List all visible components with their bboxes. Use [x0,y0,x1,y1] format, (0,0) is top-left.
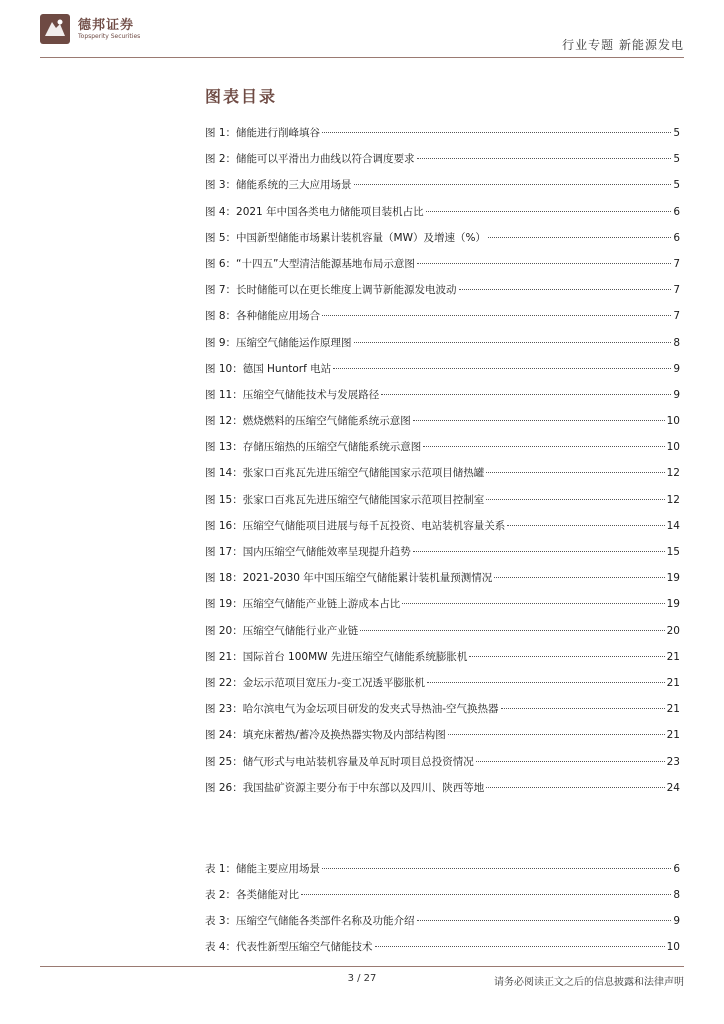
toc-figure-entry[interactable] [205,513,680,539]
toc-figure-entry-page: 21 [666,729,680,742]
dot-leader [360,629,664,631]
table-list [205,856,680,960]
dot-leader [413,550,665,552]
toc-figure-entry-page: 19 [666,598,680,611]
dot-leader [469,655,664,657]
toc-figure-entry[interactable] [205,539,680,565]
toc-figure-entry-page: 5 [673,153,680,166]
toc-figure-entry-page: 10 [666,415,680,428]
toc-figure-entry[interactable] [205,434,680,460]
toc-figure-entry[interactable] [205,251,680,277]
toc-table-entry-label: 表 3：压缩空气储能各类部件名称及功能介绍 [205,915,415,927]
page-header [0,0,724,60]
toc-table-entry-page: 6 [673,863,680,875]
dot-leader [322,867,671,869]
toc-figure-entry-label: 图 18：2021-2030 年中国压缩空气储能累计装机量预测情况 [205,572,493,585]
toc-figure-entry-page: 9 [673,362,680,375]
dot-leader [322,131,671,133]
toc-figure-entry-label: 图 12：燃烧燃料的压缩空气储能系统示意图 [205,415,411,428]
header-divider [40,57,684,58]
toc-figure-entry-label: 图 10：德国 Huntorf 电站 [205,362,332,375]
toc-table-entry-label: 表 1：储能主要应用场景 [205,863,321,875]
logo-mark-icon [40,14,70,44]
toc-table-entry[interactable] [205,934,680,960]
toc-figure-entry-label: 图 14：张家口百兆瓦先进压缩空气储能国家示范项目储热罐 [205,467,485,480]
dot-leader [448,733,665,735]
toc-figure-entry-label: 图 25：储气形式与电站装机容量及单瓦时项目总投资情况 [205,755,474,768]
toc-table-entry-label: 表 2：各类储能对比 [205,889,300,901]
toc-figure-entry[interactable] [205,670,680,696]
toc-figure-entry[interactable] [205,460,680,486]
toc-figure-entry-page: 21 [666,703,680,716]
toc-figure-entry-page: 9 [673,388,680,401]
dot-leader [381,393,671,395]
toc-figure-entry-label: 图 21：国际首台 100MW 先进压缩空气储能系统膨胀机 [205,650,468,663]
toc-figure-entry[interactable] [205,775,680,801]
toc-figure-entry-page: 10 [666,441,680,454]
toc-figure-entry[interactable] [205,382,680,408]
toc-figure-entry-label: 图 17：国内压缩空气储能效率呈现提升趋势 [205,546,411,558]
toc-figure-entry-label: 图 16：压缩空气储能项目进展与每千瓦投资、电站装机容量关系 [205,519,506,532]
toc-figure-entry-page: 5 [673,127,680,139]
toc-figure-entry-label: 图 2：储能可以平滑出力曲线以符合调度要求 [205,153,415,166]
dot-leader [333,367,671,369]
toc-figure-entry[interactable] [205,591,680,617]
toc-table-entry-page: 8 [673,889,680,901]
dot-leader [375,945,665,947]
toc-figure-entry-label: 图 3：储能系统的三大应用场景 [205,179,352,192]
toc-figure-entry-label: 图 20：压缩空气储能行业产业链 [205,624,359,637]
toc-figure-entry-page: 7 [673,284,680,297]
toc-figure-entry-page: 7 [673,257,680,270]
toc-figure-entry[interactable] [205,356,680,382]
toc-table-entry-page: 9 [673,915,680,927]
company-logo [40,14,140,44]
toc-figure-entry-label: 图 13：存储压缩热的压缩空气储能系统示意图 [205,441,422,454]
toc-figure-entry-page: 12 [666,467,680,480]
dot-leader [417,919,672,921]
dot-leader [354,341,672,343]
toc-figure-entry-page: 7 [673,310,680,323]
dot-leader [413,419,665,421]
toc-figure-entry-label: 图 11：压缩空气储能技术与发展路径 [205,388,380,401]
dot-leader [507,524,664,526]
dot-leader [486,498,664,500]
dot-leader [486,786,664,788]
toc-figure-entry[interactable] [205,696,680,722]
toc-figure-entry[interactable] [205,487,680,513]
dot-leader [476,760,665,762]
toc-figure-entry-label: 图 1：储能进行削峰填谷 [205,127,321,139]
toc-figure-entry[interactable] [205,644,680,670]
toc-figure-entry[interactable] [205,303,680,329]
disclaimer-text: 请务必阅读正文之后的信息披露和法律声明 [494,977,684,988]
toc-figure-entry-page: 5 [673,179,680,192]
dot-leader [427,681,665,683]
page-number: 3 / 27 [347,973,377,984]
dot-leader [417,262,671,264]
report-category: 行业专题 新能源发电 [562,38,684,52]
dot-leader [354,183,672,185]
toc-figure-entry-label: 图 24：填充床蓄热/蓄冷及换热器实物及内部结构图 [205,729,446,742]
toc-figure-entry[interactable] [205,722,680,748]
toc-figure-entry-label: 图 5：中国新型储能市场累计装机容量（MW）及增速（%） [205,231,486,244]
figure-list [205,120,680,801]
toc-figure-entry-page: 20 [666,624,680,637]
toc-figure-entry[interactable] [205,146,680,172]
toc-figure-entry-label: 图 26：我国盐矿资源主要分布于中东部以及四川、陕西等地 [205,781,485,794]
toc-figure-entry[interactable] [205,172,680,198]
toc-figure-entry[interactable] [205,277,680,303]
toc-figure-entry-page: 15 [666,546,680,558]
toc-figure-entry-label: 图 7：长时储能可以在更长维度上调节新能源发电波动 [205,284,457,297]
dot-leader [459,288,672,290]
dot-leader [402,602,664,604]
toc-figure-entry-page: 19 [666,572,680,585]
toc-figure-entry-page: 24 [666,781,680,794]
toc-table-entry[interactable] [205,908,680,934]
dot-leader [426,210,672,212]
toc-figure-entry-page: 21 [666,676,680,689]
dot-leader [486,471,664,473]
toc-figure-entry-label: 图 8：各种储能应用场合 [205,310,321,323]
toc-figure-entry-page: 8 [673,336,680,349]
toc-figure-entry[interactable] [205,225,680,251]
toc-table-entry-page: 10 [666,941,680,953]
dot-leader [501,707,665,709]
toc-figure-entry-label: 图 9：压缩空气储能运作原理图 [205,336,352,349]
toc-figure-entry[interactable] [205,618,680,644]
toc-figure-entry-label: 图 4：2021 年中国各类电力储能项目装机占比 [205,205,424,218]
toc-figure-entry[interactable] [205,408,680,434]
footer-divider [40,966,684,967]
toc-figure-entry-label: 图 6：“十四五”大型清洁能源基地布局示意图 [205,257,415,270]
toc-figure-entry-label: 图 22：金坛示范项目宽压力-变工况透平膨胀机 [205,676,425,689]
toc-figure-entry-page: 6 [673,231,680,244]
toc-figure-entry[interactable] [205,120,680,146]
toc-table-entry[interactable] [205,856,680,882]
page-title: 图表目录 [205,87,278,106]
toc-figure-entry[interactable] [205,199,680,225]
dot-leader [488,236,671,238]
toc-figure-entry-label: 图 19：压缩空气储能产业链上游成本占比 [205,598,401,611]
dot-leader [322,314,671,316]
toc-figure-entry[interactable] [205,565,680,591]
toc-table-entry-label: 表 4：代表性新型压缩空气储能技术 [205,941,373,953]
toc-figure-entry-page: 21 [666,650,680,663]
dot-leader [301,893,671,895]
toc-figure-entry-label: 图 23：哈尔滨电气为金坛项目研发的发夹式导热油-空气换热器 [205,703,499,716]
toc-figure-entry-page: 12 [666,493,680,506]
toc-table-entry[interactable] [205,882,680,908]
toc-figure-entry[interactable] [205,749,680,775]
toc-figure-entry[interactable] [205,330,680,356]
logo-cn-text: 德邦证券 [78,17,135,33]
dot-leader [423,445,664,447]
toc-figure-entry-page: 6 [673,205,680,218]
logo-en-text: Topsperity Securities [78,32,141,40]
dot-leader [417,157,672,159]
toc-figure-entry-page: 14 [666,519,680,532]
toc-figure-entry-page: 23 [666,755,680,768]
dot-leader [494,576,664,578]
toc-figure-entry-label: 图 15：张家口百兆瓦先进压缩空气储能国家示范项目控制室 [205,493,485,506]
